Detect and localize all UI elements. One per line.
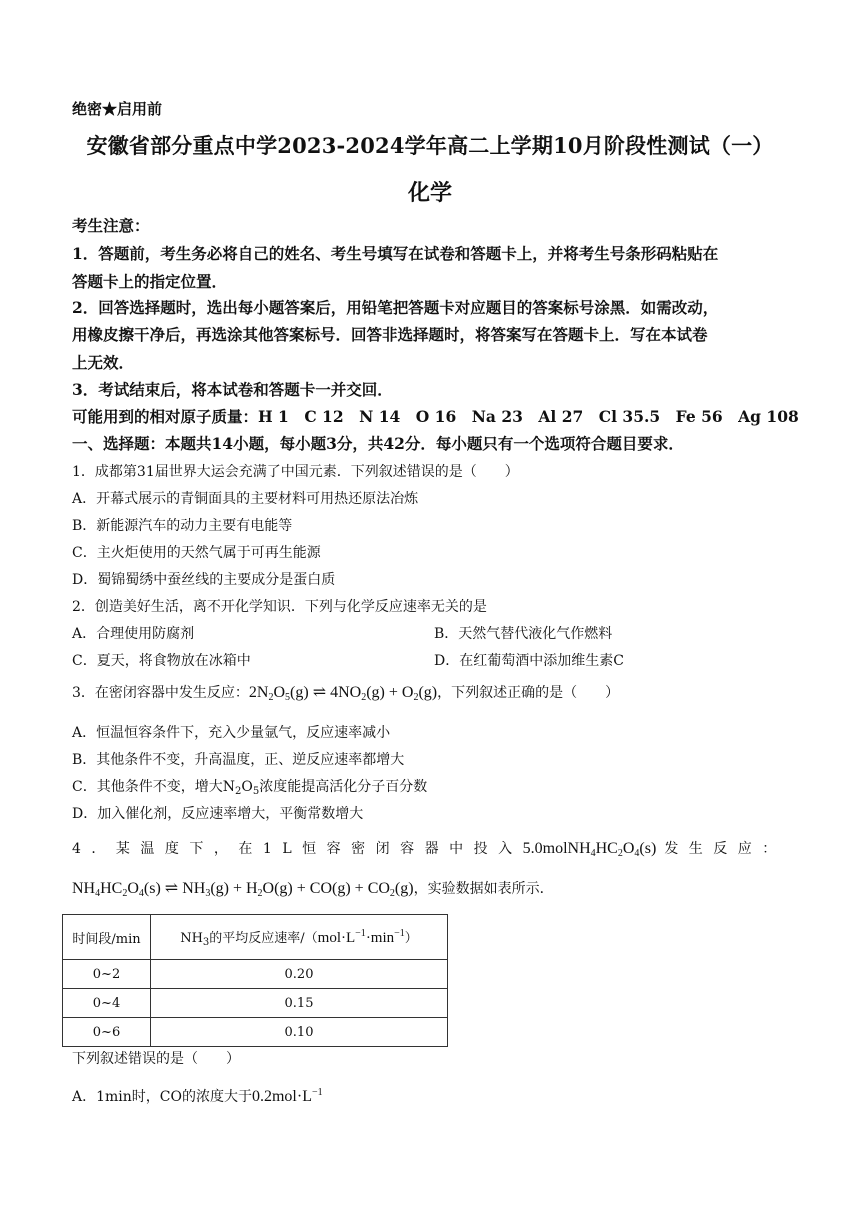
q3-option-d: D．加入催化剂，反应速率增大，平衡常数增大	[72, 806, 364, 822]
q3-option-a: A．恒温恒容条件下，充入少量氩气，反应速率减小	[72, 725, 391, 741]
q4-option-a-value: $0.2mol\cdot L^{-1}$	[251, 1087, 323, 1105]
q3-option-c-suffix: 浓度能提高活化分子百分数	[259, 779, 428, 795]
q4-stem-line-1	[72, 838, 787, 859]
notice-item-2-line-2: 用橡皮擦干净后，再选涂其他答案标号．回答非选择题时，将答案写在答题卡上．写在本试卷	[72, 325, 708, 344]
table-cell-period: 0~6	[63, 1018, 151, 1047]
table-header-rate-suffix: ）	[404, 930, 418, 946]
table-header-rate-mid: 的平均反应速率/（	[209, 930, 318, 946]
q4-option-a	[72, 1086, 323, 1106]
notice-item-1-line-2: 答题卡上的指定位置．	[72, 272, 228, 291]
q3-equation: $2N_2O_5(g)$ ⇌ $4NO_2(g) + O_2(g)$	[248, 684, 438, 703]
q1-stem: 1．成都第31届世界大运会充满了中国元素．下列叙述错误的是（ ）	[72, 464, 519, 480]
notice-item-3: 3．考试结束后，将本试卷和答题卡一并交回．	[72, 380, 393, 399]
table-row	[63, 960, 448, 989]
table-row	[63, 1018, 448, 1047]
table-cell-rate: 0.10	[151, 1018, 448, 1047]
table-header-rate-unit: $mol\cdot L^{-1}\cdot\min^{-1}$	[317, 927, 405, 946]
q2-stem: 2．创造美好生活，离不开化学知识．下列与化学反应速率无关的是	[72, 599, 487, 615]
q4-equation: $NH_4HC_2O_4(s)$ ⇌ $NH_3(g) + H_2O(g) + CO(g) + CO_2(g)$	[72, 880, 414, 899]
q3-stem-prefix: 3．在密闭容器中发生反应：	[72, 685, 249, 701]
table-header-rate-prefix: NH	[180, 930, 203, 946]
table-header-period: 时间段/min	[63, 915, 151, 960]
q2-option-d: D．在红葡萄酒中添加维生素C	[434, 653, 624, 669]
table-header-row	[63, 915, 448, 960]
q2-option-a: A．合理使用防腐剂	[72, 626, 195, 642]
q3-option-c-prefix: C．其他条件不变，增大N	[72, 779, 235, 795]
notice-heading: 考生注意：	[72, 216, 150, 235]
confidential-mark: 绝密★启用前	[72, 100, 163, 118]
q4-stem-suffix: 发生反应：	[664, 841, 787, 857]
table-cell-rate: 0.20	[151, 960, 448, 989]
section-1-heading: 一、选择题：本题共14小题，每小题3分，共42分．每小题只有一个选项符合题目要求．	[72, 434, 684, 453]
notice-item-1-line-1: 1．答题前，考生务必将自己的姓名、考生号填写在试卷和答题卡上，并将考生号条形码粘贴在	[72, 244, 719, 263]
subject-title: 化学	[407, 180, 452, 206]
exam-title: 安徽省部分重点中学2023-2024学年高二上学期10月阶段性测试（一）	[86, 133, 774, 158]
notice-item-2-line-1: 2．回答选择题时，选出每小题答案后，用铅笔把答题卡对应题目的答案标号涂黑．如需改动，	[72, 298, 719, 317]
q4-option-a-prefix: A．1min时，CO的浓度大于	[72, 1089, 252, 1105]
table-cell-period: 0~2	[63, 960, 151, 989]
rate-table	[62, 914, 448, 1047]
table-cell-period: 0~4	[63, 989, 151, 1018]
q3-option-c: C．其他条件不变，增大$N_2O_5$浓度能提高活化分子百分数	[72, 779, 428, 797]
table-row	[63, 989, 448, 1018]
q3-option-b: B．其他条件不变，升高温度，正、逆反应速率都增大	[72, 752, 405, 768]
q1-option-a: A．开幕式展示的青铜面具的主要材料可用热还原法冶炼	[72, 491, 419, 507]
q1-option-b: B．新能源汽车的动力主要有电能等	[72, 518, 293, 534]
q1-option-d: D．蜀锦蜀绣中蚕丝线的主要成分是蛋白质	[72, 572, 336, 588]
q4-reactant: $5.0molNH_4HC_2O_4(s)$	[522, 840, 657, 859]
q1-option-c: C．主火炬使用的天然气属于可再生能源	[72, 545, 321, 561]
notice-item-2-line-3: 上无效．	[72, 353, 135, 372]
q2-option-b: B．天然气替代液化气作燃料	[434, 626, 613, 642]
q3-stem-suffix: ，下列叙述正确的是（ ）	[437, 685, 620, 701]
q4-stem-line-2-suffix: ，实验数据如表所示．	[413, 881, 554, 897]
table-header-rate: $NH_3$的平均反应速率$/(mol\cdot L^{-1}\cdot\min^{-1})$	[151, 915, 448, 960]
atomic-masses: 可能用到的相对原子质量：H 1 C 12 N 14 O 16 Na 23 Al 27 Cl 35.5 Fe 56 Ag 108	[72, 407, 799, 426]
q4-stem-prefix: 4．某温度下，在1L恒容密闭容器中投入	[72, 841, 523, 857]
q3-stem	[72, 682, 619, 703]
table-cell-rate: 0.15	[151, 989, 448, 1018]
q4-stem-line-2	[72, 878, 554, 899]
q2-option-c: C．夏天，将食物放在冰箱中	[72, 653, 251, 669]
q4-followup: 下列叙述错误的是（ ）	[72, 1051, 240, 1067]
